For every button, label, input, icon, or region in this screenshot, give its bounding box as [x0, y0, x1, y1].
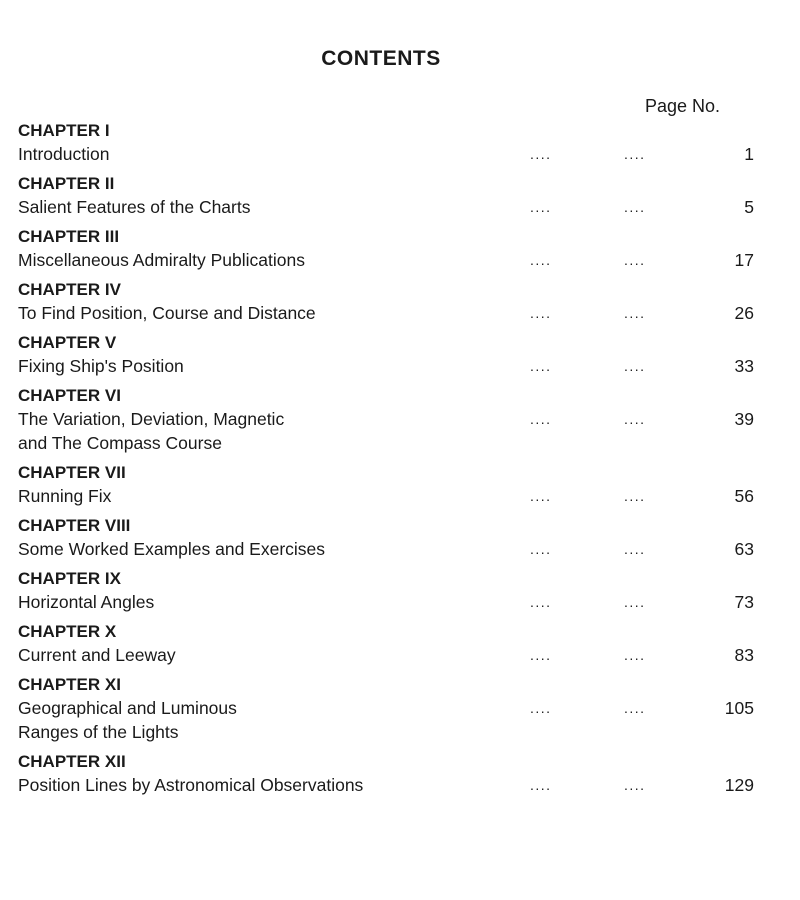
toc-entry[interactable] — [18, 621, 758, 667]
dot-leader: .... — [624, 358, 646, 374]
dot-leader: .... — [530, 199, 552, 215]
dot-leader: .... — [624, 305, 646, 321]
dot-leader: .... — [530, 358, 552, 374]
toc-entry[interactable] — [18, 173, 758, 219]
dot-leader: .... — [530, 700, 552, 716]
dot-leader: .... — [624, 488, 646, 504]
toc-entry[interactable] — [18, 279, 758, 325]
dot-leader: .... — [530, 647, 552, 663]
dot-leader: .... — [530, 488, 552, 504]
toc-entry[interactable] — [18, 751, 758, 797]
chapter-topic: Some Worked Examples and Exercises — [18, 539, 326, 559]
page-number-column-header: Page No. — [645, 96, 721, 116]
chapter-heading: CHAPTER XI — [18, 675, 121, 694]
page-number: 17 — [734, 250, 754, 270]
dot-leader: .... — [530, 305, 552, 321]
dot-leader: .... — [624, 700, 646, 716]
chapter-topic: Horizontal Angles — [18, 592, 155, 612]
contents-title: CONTENTS — [321, 47, 441, 70]
chapter-topic: Geographical and Luminous Ranges of the Lights — [18, 698, 237, 742]
chapter-topic: Miscellaneous Admiralty Publications — [18, 250, 305, 270]
chapter-topic: The Variation, Deviation, Magnetic and The Compass Course — [18, 409, 285, 453]
dot-leader: .... — [624, 252, 646, 268]
page-number: 26 — [734, 303, 754, 323]
dot-leader: .... — [530, 594, 552, 610]
dot-leader: .... — [530, 411, 552, 427]
dot-leader: .... — [624, 199, 646, 215]
page-number: 1 — [744, 144, 754, 164]
toc-entry[interactable] — [18, 568, 758, 614]
chapter-heading: CHAPTER II — [18, 174, 115, 193]
page-number: 83 — [734, 645, 754, 665]
toc-entry[interactable] — [18, 515, 758, 561]
dot-leader: .... — [624, 146, 646, 162]
page-number: 129 — [724, 775, 754, 795]
dot-leader: .... — [624, 777, 646, 793]
page-number: 5 — [744, 197, 754, 217]
page-number: 56 — [734, 486, 754, 506]
toc-entry[interactable] — [18, 385, 758, 455]
chapter-heading: CHAPTER I — [18, 121, 110, 140]
chapter-topic: Current and Leeway — [18, 645, 176, 665]
toc-entry[interactable] — [18, 226, 758, 272]
dot-leader: .... — [530, 541, 552, 557]
dot-leader: .... — [624, 647, 646, 663]
chapter-heading: CHAPTER XII — [18, 752, 126, 771]
dot-leader: .... — [624, 594, 646, 610]
dot-leader: .... — [624, 411, 646, 427]
chapter-heading: CHAPTER IX — [18, 569, 121, 588]
chapter-topic: Position Lines by Astronomical Observations — [18, 775, 364, 795]
chapter-heading: CHAPTER X — [18, 622, 117, 641]
chapter-heading: CHAPTER V — [18, 333, 117, 352]
toc-entry[interactable] — [18, 674, 758, 744]
chapter-topic: Salient Features of the Charts — [18, 197, 251, 217]
table-of-contents — [18, 120, 758, 797]
page-number: 63 — [734, 539, 754, 559]
chapter-topic: Fixing Ship's Position — [18, 356, 184, 376]
chapter-topic: Introduction — [18, 144, 110, 164]
chapter-heading: CHAPTER III — [18, 227, 120, 246]
page-number: 33 — [734, 356, 754, 376]
toc-entry[interactable] — [18, 120, 758, 166]
page-number: 73 — [734, 592, 754, 612]
chapter-heading: CHAPTER VII — [18, 463, 126, 482]
chapter-topic: Running Fix — [18, 486, 112, 506]
dot-leader: .... — [530, 252, 552, 268]
chapter-heading: CHAPTER VIII — [18, 516, 131, 535]
chapter-heading: CHAPTER VI — [18, 386, 121, 405]
dot-leader: .... — [530, 146, 552, 162]
toc-entry[interactable] — [18, 332, 758, 378]
chapter-topic: To Find Position, Course and Distance — [18, 303, 316, 323]
toc-entry[interactable] — [18, 462, 758, 508]
dot-leader: .... — [530, 777, 552, 793]
page-number: 39 — [734, 409, 754, 429]
dot-leader: .... — [624, 541, 646, 557]
page-number: 105 — [724, 698, 754, 718]
chapter-heading: CHAPTER IV — [18, 280, 121, 299]
